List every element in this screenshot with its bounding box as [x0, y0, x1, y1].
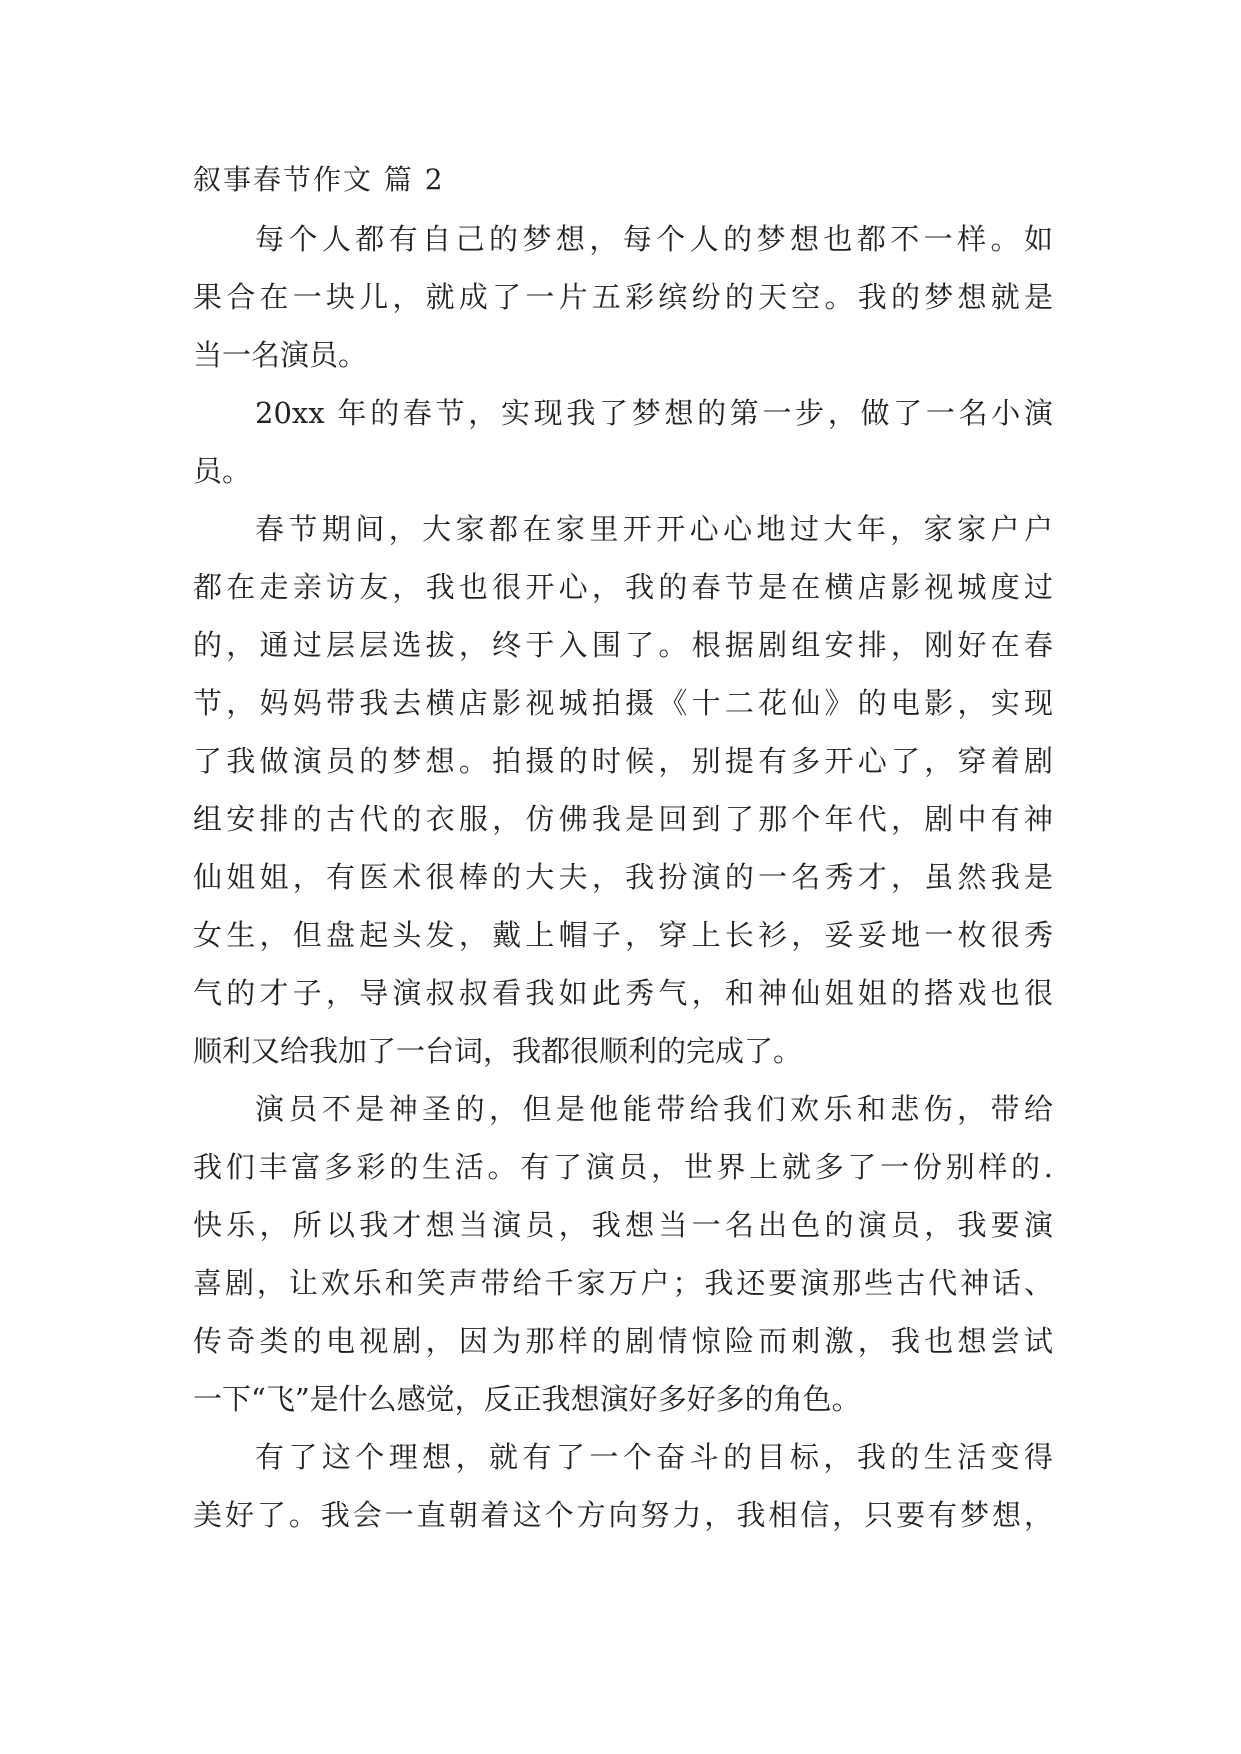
text-line: 节，妈妈带我去横店影视城拍摄《十二花仙》的电影，实现 — [193, 686, 1053, 720]
paragraph-3 — [193, 500, 1053, 1080]
paragraph-2 — [193, 384, 1053, 500]
text-line: 演员不是神圣的，但是他能带给我们欢乐和悲伤，带给 — [255, 1092, 1053, 1126]
text-line: 仙姐姐，有医术很棒的大夫，我扮演的一名秀才，虽然我是 — [193, 860, 1053, 894]
text-line: 20xx 年的春节，实现我了梦想的第一步，做了一名小演 — [255, 396, 1053, 430]
text-line: 顺利又给我加了一台词，我都很顺利的完成了。 — [193, 1034, 803, 1068]
text-line: 都在走亲访友，我也很开心，我的春节是在横店影视城度过 — [193, 570, 1053, 604]
paragraph-4 — [193, 1080, 1053, 1428]
text-line: 传奇类的电视剧，因为那样的剧情惊险而刺激，我也想尝试 — [193, 1324, 1053, 1358]
text-line: 每个人都有自己的梦想，每个人的梦想也都不一样。如 — [255, 222, 1053, 256]
text-line: 喜剧，让欢乐和笑声带给千家万户；我还要演那些古代神话、 — [193, 1266, 1053, 1300]
document-title: 叙事春节作文 篇 2 — [193, 163, 445, 196]
text-line: 我们丰富多彩的生活。有了演员，世界上就多了一份别样的. — [193, 1150, 1053, 1184]
text-line: 美好了。我会一直朝着这个方向努力，我相信，只要有梦想， — [193, 1498, 1053, 1532]
text-line: 组安排的古代的衣服，仿佛我是回到了那个年代，剧中有神 — [193, 802, 1053, 836]
text-line: 一下“飞”是什么感觉，反正我想演好多好多的角色。 — [193, 1382, 861, 1416]
text-line: 了我做演员的梦想。拍摄的时候，别提有多开心了，穿着剧 — [193, 744, 1053, 778]
text-line: 春节期间，大家都在家里开开心心地过大年，家家户户 — [255, 512, 1053, 546]
paragraph-5 — [193, 1428, 1053, 1544]
text-line: 当一名演员。 — [193, 338, 368, 372]
text-line: 的，通过层层选拔，终于入围了。根据剧组安排，刚好在春 — [193, 628, 1053, 662]
text-line: 员。 — [193, 454, 252, 488]
text-line: 有了这个理想，就有了一个奋斗的目标，我的生活变得 — [255, 1440, 1053, 1474]
document-page — [193, 160, 1053, 1544]
text-line: 气的才子，导演叔叔看我如此秀气，和神仙姐姐的搭戏也很 — [193, 976, 1053, 1010]
paragraph-1 — [193, 210, 1053, 384]
text-line: 快乐，所以我才想当演员，我想当一名出色的演员，我要演 — [193, 1208, 1053, 1242]
text-line: 女生，但盘起头发，戴上帽子，穿上长衫，妥妥地一枚很秀 — [193, 918, 1053, 952]
text-line: 果合在一块儿，就成了一片五彩缤纷的天空。我的梦想就是 — [193, 280, 1053, 314]
